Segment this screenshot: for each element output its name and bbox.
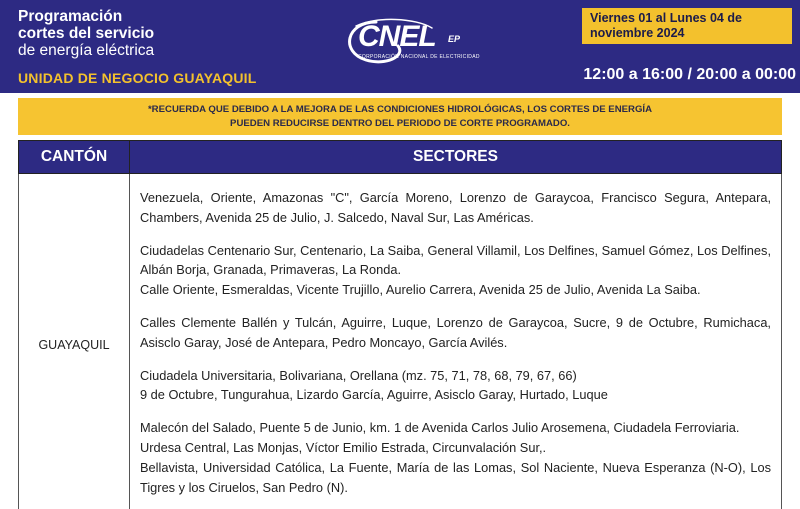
logo-suffix: EP [448,34,461,44]
notice-banner [18,98,782,135]
sector-line: Ciudadelas Centenario Sur, Centenario, La Saiba, General Villamil, Los Delfines, Samuel Gómez, Los Delfines, Albán Borja, Granada, Primaveras, La Ronda. [140,242,771,278]
title-line-2: cortes del servicio [18,25,155,42]
sectors-cell [130,174,782,509]
program-title [18,8,154,59]
notice-line-1: *RECUERDA QUE DEBIDO A LA MEJORA DE LAS CONDICIONES HIDROLÓGICAS, LOS CORTES DE ENERGÍA [147,104,653,115]
header-banner [0,0,800,93]
sector-line: Venezuela, Oriente, Amazonas "C", García Moreno, Lorenzo de Garaycoa, Francisco Segura, Antepara, Chambers, Avenida 25 de Julio, J. Salcedo, Naval Sur, Las Américas. [140,190,771,225]
business-unit-label: UNIDAD DE NEGOCIO GUAYAQUIL [18,70,257,86]
table-header-row [19,141,782,174]
logo-subtitle: CORPORACIÓN NACIONAL DE ELECTRICIDAD [358,54,480,60]
logo-text: CNEL [358,20,436,53]
sector-line: Malecón del Salado, Puente 5 de Junio, km. 1 de Avenida Carlos Julio Arosemena, Ciudadela Ferroviaria. [140,420,740,436]
date-range-badge: Viernes 01 al Lunes 04 de noviembre 2024 [582,8,792,44]
sector-line: Calles Clemente Ballén y Tulcán, Aguirre, Luque, Lorenzo de Garaycoa, Sucre, 9 de Octubre, Rumichaca, Asisclo Garay, José de Antepara, Pedro Moncayo, García Avilés. [140,314,771,350]
header-canton: CANTÓN [19,141,130,174]
canton-cell: GUAYAQUIL [19,174,130,509]
sector-line: Bellavista, Universidad Católica, La Fuente, María de las Lomas, Sol Naciente, Nueva Esperanza (N-O), Los Tigres y los Ciruelos, San Pedro (N). [140,459,771,495]
sector-line: Urdesa Central, Las Monjas, Víctor Emilio Estrada, Circunvalación Sur,. [140,439,547,455]
sector-line: 9 de Octubre, Tungurahua, Lizardo García, Aguirre, Asisclo Garay, Hurtado, Luque [140,387,608,403]
table-row [19,174,782,509]
title-line-1: Programación [18,8,123,25]
sector-line: Calle Oriente, Esmeraldas, Vicente Trujillo, Aurelio Carrera, Avenida 25 de Julio, Avenida La Saiba. [140,282,701,298]
notice-line-2: PUEDEN REDUCIRSE DENTRO DEL PERIODO DE CORTE PROGRAMADO. [230,118,570,129]
header-sectores: SECTORES [130,141,782,174]
outage-hours: 12:00 a 16:00 / 20:00 a 00:00 [583,66,796,83]
sector-line: Ciudadela Universitaria, Bolivariana, Orellana (mz. 75, 71, 78, 68, 79, 67, 66) [140,367,577,383]
outage-schedule-table [18,140,782,509]
cnel-logo [336,12,496,74]
title-line-3: de energía eléctrica [18,42,155,59]
